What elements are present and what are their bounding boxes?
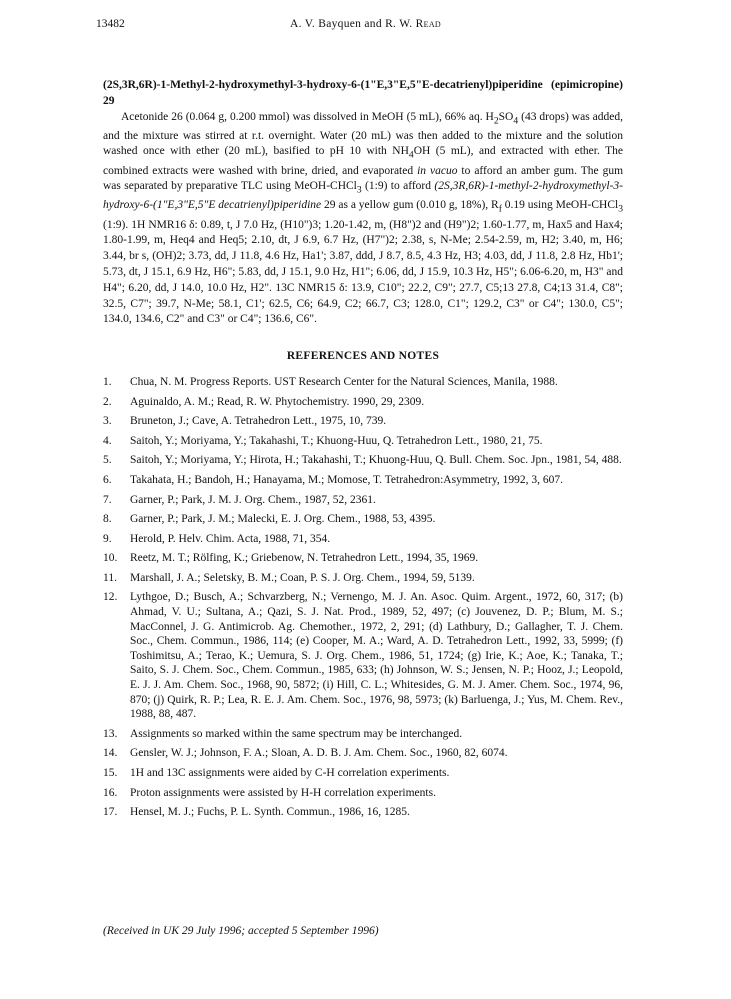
reference-text: Herold, P. Helv. Chim. Acta, 1988, 71, 354. xyxy=(130,532,331,545)
reference-item xyxy=(103,395,623,410)
reference-item xyxy=(103,786,623,801)
running-head-authors: A. V. Bayquen and R. W. xyxy=(290,18,416,30)
text-run: 0.19 using MeOH-CHCl xyxy=(501,199,619,212)
reference-text: Marshall, J. A.; Seletsky, B. M.; Coan, P. S. J. Org. Chem., 1994, 59, 5139. xyxy=(130,571,475,584)
reference-item xyxy=(103,805,623,820)
reference-number: 12. xyxy=(103,591,118,604)
reference-item xyxy=(103,493,623,508)
references-heading: REFERENCES AND NOTES xyxy=(286,350,440,363)
reference-number: 1. xyxy=(103,375,112,388)
subscript: 4 xyxy=(513,114,519,126)
reference-number: 4. xyxy=(103,434,112,447)
reference-item xyxy=(103,375,623,390)
reference-item xyxy=(103,532,623,547)
reference-number: 17. xyxy=(103,806,118,819)
reference-number: 2. xyxy=(103,395,112,408)
main-content xyxy=(103,78,623,825)
reference-text: Aguinaldo, A. M.; Read, R. W. Phytochemistry. 1990, 29, 2309. xyxy=(130,395,425,408)
reference-text: Lythgoe, D.; Busch, A.; Schvarzberg, N.; Vernengo, M. J. An. Asoc. Quim. Argent., 1972, 60, 317; (b) Ahmad, V. U.; Sultana, A.; Qazi, S. J. Nat. Prod., 1989, 52, 497; (c) Jouvenez, D. P.; Blum, M. S.; MacConnel, J. G. Antimicrob. Ag. Chemother., 1972, 2, 291; (d) Lathbury, D.; Gallagher, T. J. Chem. Soc., Chem. Commun., 1986, 114; (e) Cooper, M. A.; Ward, A. D. Tetrahedron Lett., 1992, 33, 5999; (f) Toshimitsu, A.; Terao, K.; Uemura, S. J. Org. Chem., 1986, 51, 1724; (g) Irie, K.; Aoe, K.; Tanaka, T.; Saito, S. J. Chem. Soc., Chem. Commun., 1985, 633; (h) Johnson, W. S.; Jensen, N. P.; Hooz, J.; Leopold, E. J. J. Am. Chem. Soc., 1968, 90, 5872; (i) Hill, C. L.; Whitesides, G. M. J. Amer. Chem. Soc., 1974, 96, 870; (j) Quirk, R. P.; Lea, R. E. J. Am. Chem. Soc., 1976, 98, 5973; (k) Barluenga, J.; Yus, M. Chem. Rev., 1988, 88, 487. xyxy=(130,591,623,721)
page-number: 13482 xyxy=(96,18,125,30)
reference-text: Takahata, H.; Bandoh, H.; Hanayama, M.; Momose, T. Tetrahedron:Asymmetry, 1992, 3, 607. xyxy=(130,473,563,486)
text-run: Acetonide 26 (0.064 g, 0.200 mmol) was dissolved in MeOH (5 mL), 66% aq. H xyxy=(121,110,494,123)
reference-number: 7. xyxy=(103,493,112,506)
reference-item xyxy=(103,512,623,527)
reference-text: 1H and 13C assignments were aided by C-H correlation experiments. xyxy=(130,767,450,779)
reference-text: Reetz, M. T.; Rölfing, K.; Griebenow, N. Tetrahedron Lett., 1994, 35, 1969. xyxy=(130,552,479,565)
reference-number: 15. xyxy=(103,767,118,779)
compound-title: (2S,3R,6R)-1-Methyl-2-hydroxymethyl-3-hydroxy-6-(1"E,3"E,5"E-decatrienyl)piperidine (epimicropine) 29 xyxy=(103,79,623,107)
running-head xyxy=(96,18,635,30)
reference-item xyxy=(103,766,623,781)
running-head-smallcaps: Read xyxy=(415,18,441,30)
reference-number: 11. xyxy=(103,571,117,584)
italic-run: (2S,3R,6R)-1-methyl-2-hydroxymethyl-3-hydroxy-6-(1"E,3"E,5"E decatrienyl)piperidine xyxy=(103,180,624,212)
subscript: 4 xyxy=(408,149,414,161)
reference-number: 10. xyxy=(103,552,118,565)
text-run: 29 as a yellow gum (0.010 g, 18%), R xyxy=(321,199,499,212)
reference-text: Chua, N. M. Progress Reports. UST Research Center for the Natural Sciences, Manila, 1988. xyxy=(130,375,558,388)
subscript: f xyxy=(498,203,502,215)
reference-number: 8. xyxy=(103,513,112,526)
text-run: (1:9) to afford xyxy=(361,180,435,193)
text-run: (1:9). xyxy=(103,218,132,231)
subscript: 3 xyxy=(618,203,623,215)
reference-number: 14. xyxy=(103,747,118,760)
reference-number: 5. xyxy=(103,454,112,467)
reference-text: Bruneton, J.; Cave, A. Tetrahedron Lett., 1975, 10, 739. xyxy=(130,415,387,428)
received-note: (Received in UK 29 July 1996; accepted 5 September 1996) xyxy=(103,925,379,937)
references-list xyxy=(103,375,623,820)
page-header xyxy=(96,18,635,34)
reference-text: Saitoh, Y.; Moriyama, Y.; Hirota, H.; Takahashi, T.; Khuong-Huu, Q. Bull. Chem. Soc. Jpn., 1981, 54, 488. xyxy=(130,454,622,467)
reference-number: 16. xyxy=(103,786,118,799)
reference-item xyxy=(103,434,623,449)
reference-item xyxy=(103,571,623,586)
reference-text: Saitoh, Y.; Moriyama, Y.; Takahashi, T.; Khuong-Huu, Q. Tetrahedron Lett., 1980, 21, 75. xyxy=(130,434,543,447)
reference-item xyxy=(103,453,623,468)
proton-nmr-data: 1H NMR16 δ: 0.89, t, J 7.0 Hz, (H10")3; 1.20-1.42, m, (H8")2 and (H9")2; 1.60-1.77, m, Hax5 and Hax4; 1.80-1.99, m, Heq4 and Heq5; 2.10, dt, J 6.9, 6.7 Hz, (H7")2; 2.38, s, N-Me; 2.54-2.59, m, H2; 3.40, m, H6; 3.44, br s, (OH)2; 3.73, dd, J 11.8, 4.6 Hz, Ha1'; 3.87, ddd, J 8.7, 8.5, 4.3 Hz, H3; 4.03, dd, J 11.8, 2.8 Hz, Hb1'; 5.73, dt, J 15.1, 6.9 Hz, H6"; 5.83, dd, J 15.1, 9.0 Hz, H1"; 6.06, dd, J 15.9, 10.3 Hz, H5"; 6.06-6.20, m, H3" and H4"; 6.20, dd, J 14.0, 10.0 Hz, H2". xyxy=(103,218,623,294)
reference-item xyxy=(103,473,623,488)
text-run: to afford an amber gum. The gum was separated by preparative TLC using MeOH-CHCl xyxy=(103,164,624,193)
reference-text: Gensler, W. J.; Johnson, F. A.; Sloan, A. D. B. J. Am. Chem. Soc., 1960, 82, 6074. xyxy=(130,747,508,760)
reference-item xyxy=(103,746,623,761)
reference-number: 3. xyxy=(103,415,112,428)
reference-text: Garner, P.; Park, J. M. J. Org. Chem., 1987, 52, 2361. xyxy=(130,493,376,506)
reference-item xyxy=(103,414,623,429)
reference-text: Garner, P.; Park, J. M.; Malecki, E. J. Org. Chem., 1988, 53, 4395. xyxy=(130,513,436,526)
reference-item xyxy=(103,551,623,566)
reference-item xyxy=(103,590,623,721)
reference-text: Hensel, M. J.; Fuchs, P. L. Synth. Commun., 1986, 16, 1285. xyxy=(130,806,410,819)
subscript: 2 xyxy=(493,114,499,126)
italic-run: in vacuo xyxy=(417,164,458,177)
reference-item xyxy=(103,727,623,742)
reference-number: 13. xyxy=(103,727,118,740)
carbon-nmr-data: 13C NMR15 δ: 13.9, C10"; 22.2, C9"; 27.7, C5;13 27.8, C4;13 31.4, C8"; 32.5, C7"; 39.7, N-Me; 58.1, C1'; 62.5, C6; 64.9, C2; 66.7, C3; 128.0, C1"; 129.2, C3" or C4"; 130.0, C5"; 134.0, 134.6, C2" and C3" or C4"; 136.6, C6". xyxy=(103,281,623,326)
subscript: 3 xyxy=(356,184,362,196)
text-run: OH (5 mL), and extracted with ether. The combined extracts were washed with brine, dried, and evaporated xyxy=(103,145,623,177)
text-run: SO xyxy=(498,110,514,123)
reference-text: Proton assignments were assisted by H-H correlation experiments. xyxy=(130,786,436,799)
text-run: (43 drops) was added, and the mixture was stirred at r.t. overnight. Water (20 mL) was then added to the mixture and the solution washed once with ether (20 mL), basified to pH 10 with NH xyxy=(103,110,623,158)
reference-number: 6. xyxy=(103,473,112,486)
experimental-paragraph xyxy=(103,110,623,329)
reference-text: Assignments so marked within the same spectrum may be interchanged. xyxy=(130,727,463,740)
reference-number: 9. xyxy=(103,532,112,545)
